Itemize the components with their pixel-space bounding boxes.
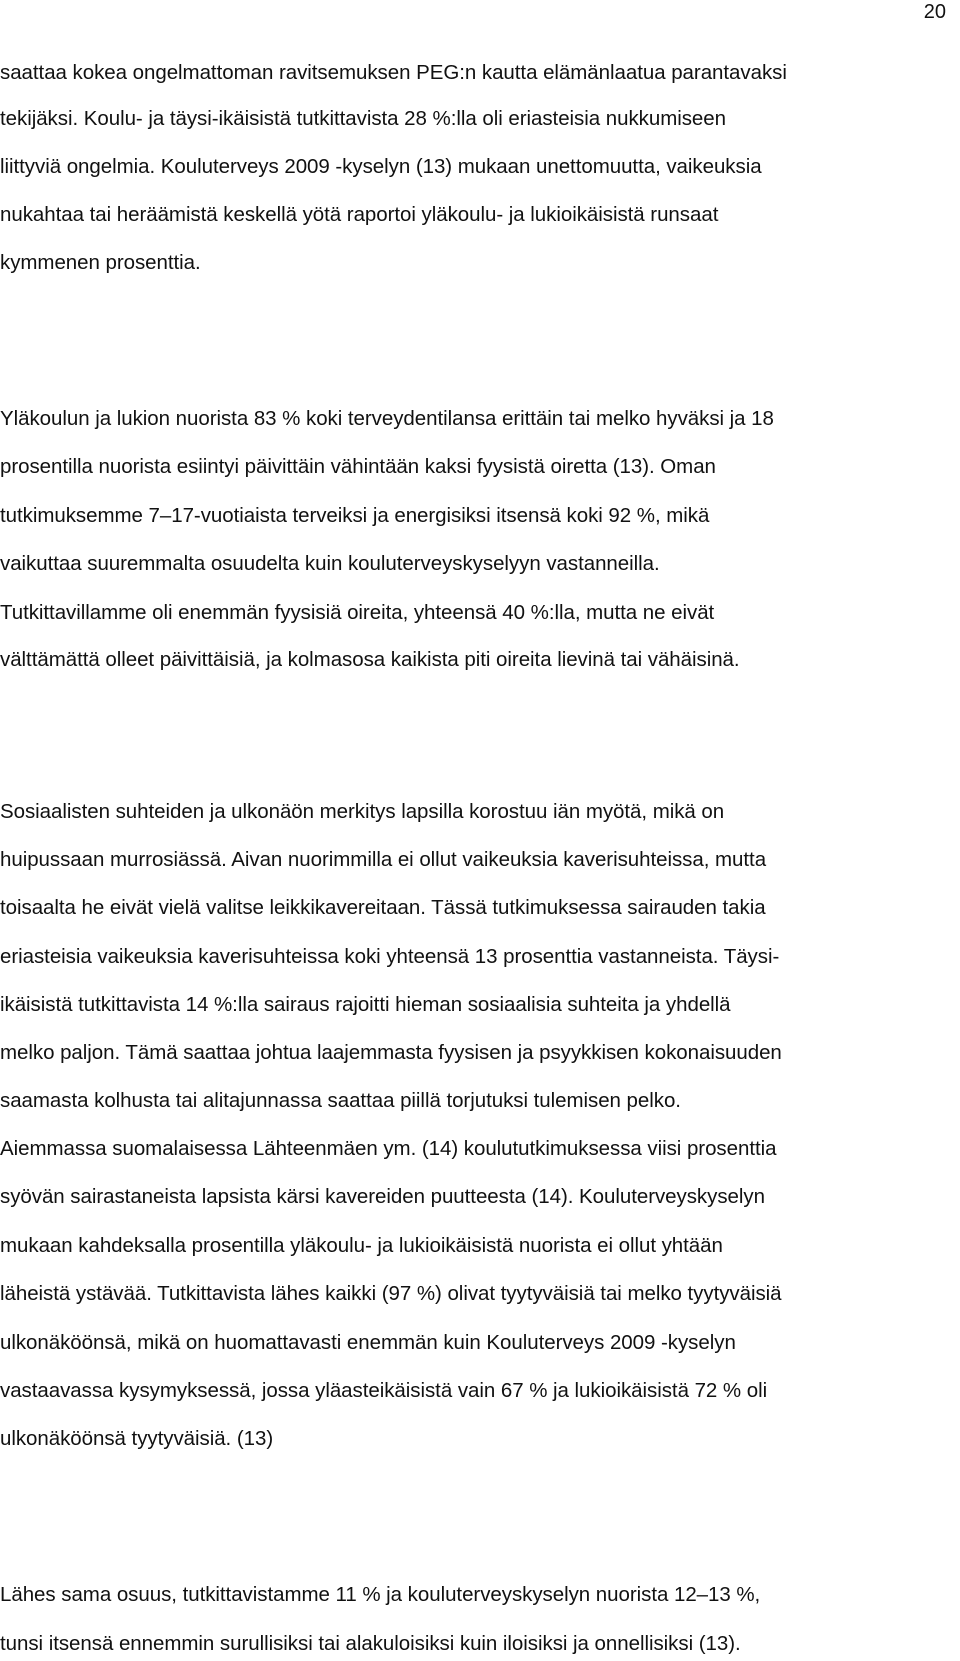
text-line: tunsi itsensä ennemmin surullisiksi tai alakuloisiksi kuin iloisiksi ja onnellisiksi (13). [0, 1632, 741, 1655]
text-line: vaikuttaa suuremmalta osuudelta kuin kouluterveyskyselyyn vastanneilla. [0, 552, 660, 575]
text-line: huipussaan murrosiässä. Aivan nuorimmilla ei ollut vaikeuksia kaverisuhteissa, mutta [0, 848, 767, 871]
text-line: ulkonäköönsä tyytyväisiä. (13) [0, 1427, 274, 1450]
text-line: melko paljon. Tämä saattaa johtua laajemmasta fyysisen ja psyykkisen kokonaisuuden [0, 1041, 782, 1064]
text-line: saattaa kokea ongelmattoman ravitsemuksen PEG:n kautta elämänlaatua parantavaksi [0, 61, 787, 84]
text-line: Sosiaalisten suhteiden ja ulkonäön merkitys lapsilla korostuu iän myötä, mikä on [0, 800, 725, 823]
text-line: Yläkoulun ja lukion nuorista 83 % koki terveydentilansa erittäin tai melko hyväksi ja 18 [0, 407, 774, 430]
text-line: toisaalta he eivät vielä valitse leikkikavereitaan. Tässä tutkimuksessa sairauden takia [0, 896, 766, 919]
text-line: syövän sairastaneista lapsista kärsi kavereiden puutteesta (14). Kouluterveyskyselyn [0, 1185, 765, 1208]
text-line: ikäisistä tutkittavista 14 %:lla sairaus rajoitti hieman sosiaalisia suhteita ja yhdellä [0, 993, 731, 1016]
text-line: ulkonäköönsä, mikä on huomattavasti enemmän kuin Kouluterveys 2009 -kyselyn [0, 1331, 736, 1354]
text-line: vastaavassa kysymyksessä, jossa yläasteikäisistä vain 67 % ja lukioikäisistä 72 % oli [0, 1379, 768, 1402]
text-line: läheistä ystävää. Tutkittavista lähes kaikki (97 %) olivat tyytyväisiä tai melko tyytyväisiä [0, 1282, 782, 1305]
text-line: eriasteisia vaikeuksia kaverisuhteissa koki yhteensä 13 prosenttia vastanneista. Täysi- [0, 945, 780, 968]
text-line: Tutkittavillamme oli enemmän fyysisiä oireita, yhteensä 40 %:lla, mutta ne eivät [0, 601, 715, 624]
text-line: tekijäksi. Koulu- ja täysi-ikäisistä tutkittavista 28 %:lla oli eriasteisia nukkumiseen [0, 107, 726, 130]
text-line: Aiemmassa suomalaisessa Lähteenmäen ym. (14) koulututkimuksessa viisi prosenttia [0, 1137, 777, 1160]
page-number: 20 [923, 1, 946, 23]
text-line: nukahtaa tai heräämistä keskellä yötä raportoi yläkoulu- ja lukioikäisistä runsaat [0, 203, 719, 226]
text-line: saamasta kolhusta tai alitajunnassa saattaa piillä torjutuksi tulemisen pelko. [0, 1089, 681, 1112]
text-line: tutkimuksemme 7–17-vuotiaista terveiksi ja energisiksi itsensä koki 92 %, mikä [0, 504, 710, 527]
text-line: välttämättä olleet päivittäisiä, ja kolmasosa kaikista piti oireita lievinä tai vähäisinä. [0, 648, 740, 671]
text-line: kymmenen prosenttia. [0, 251, 201, 274]
text-line: Lähes sama osuus, tutkittavistamme 11 % ja kouluterveyskyselyn nuorista 12–13 %, [0, 1583, 761, 1606]
text-line: liittyviä ongelmia. Kouluterveys 2009 -kyselyn (13) mukaan unettomuutta, vaikeuksia [0, 155, 762, 178]
text-line: prosentilla nuorista esiintyi päivittäin vähintään kaksi fyysistä oiretta (13). Oman [0, 455, 716, 478]
text-line: mukaan kahdeksalla prosentilla yläkoulu- ja lukioikäisistä nuorista ei ollut yhtään [0, 1234, 723, 1257]
